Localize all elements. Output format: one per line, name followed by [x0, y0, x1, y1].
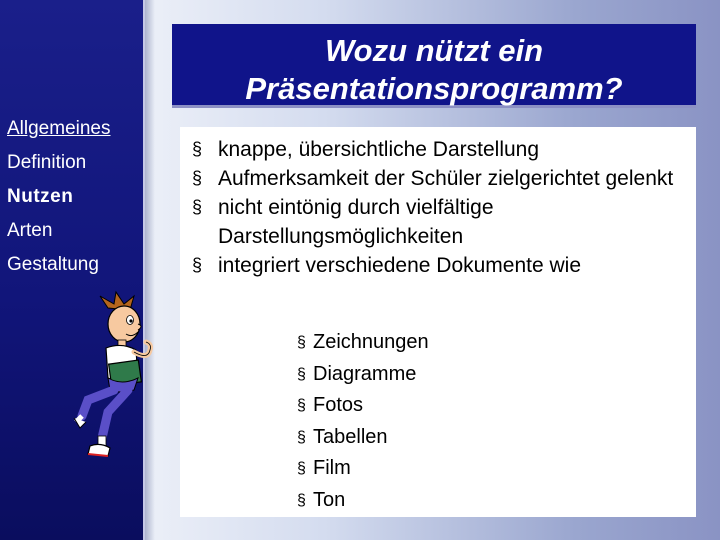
sidebar-item-gestaltung[interactable]: Gestaltung — [7, 254, 99, 275]
sub-bullet-item: § Tabellen — [297, 422, 429, 454]
running-student-icon — [70, 290, 170, 465]
sub-bullet-item: § Ton — [297, 485, 429, 517]
sidebar-item-nutzen[interactable]: Nutzen — [7, 186, 74, 207]
slide-title — [172, 24, 696, 108]
sidebar-item-arten[interactable]: Arten — [7, 220, 53, 241]
bullet-item: § integriert verschiedene Dokumente wie — [186, 251, 691, 280]
slide-title-line1: Wozu nützt ein — [324, 33, 544, 68]
sub-bullet-item: § Zeichnungen — [297, 327, 429, 359]
main-bullet-list — [186, 135, 691, 280]
content-box — [180, 127, 696, 517]
sub-bullet-list — [297, 327, 429, 516]
title-box — [172, 24, 696, 108]
bullet-item: § Aufmerksamkeit der Schüler zielgerichtet gelenkt — [186, 164, 691, 193]
sidebar-item-allgemeines[interactable]: Allgemeines — [7, 118, 111, 139]
bullet-item: § nicht eintönig durch vielfältige Darstellungsmöglichkeiten — [186, 193, 691, 251]
slide-title-line2: Präsentationsprogramm? — [245, 71, 623, 106]
sub-bullet-item: § Diagramme — [297, 359, 429, 391]
sidebar-nav — [7, 112, 111, 282]
bullet-item: § knappe, übersichtliche Darstellung — [186, 135, 691, 164]
sub-bullet-item: § Film — [297, 453, 429, 485]
sidebar-item-definition[interactable]: Definition — [7, 152, 87, 173]
sub-bullet-item: § Fotos — [297, 390, 429, 422]
